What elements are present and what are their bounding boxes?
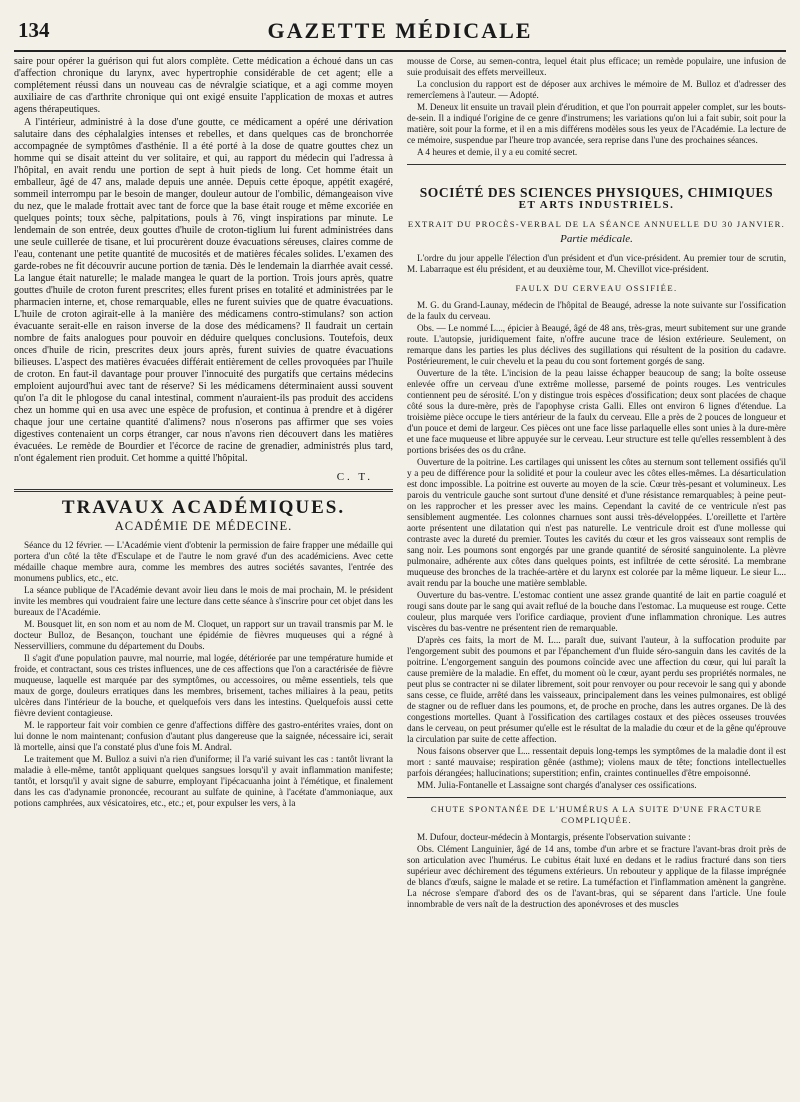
report-paragraph: M. Deneux lit ensuite un travail plein d'érudition, et que l'on pourrait appeler complet, sur les bouts-de-sein. Il a indiqué l'origine de ce genre d'instrumens; les variations qu'on lui a fait subir, soit pour la matière, soit pour la forme, et il en a mis différens modèles sous les yeux de l'Académie. La lecture de ce mémoire, suspendue par l'heure trop avancée, sera reprise dans l'une des prochaines séances. — [407, 102, 786, 145]
report-paragraph: mousse de Corse, au semen-contra, lequel était plus efficace; un remède populaire, une infusion de suie produisait des effets merveilleux. — [407, 56, 786, 77]
columns — [14, 56, 786, 1096]
part-heading: Partie médicale. — [560, 233, 633, 245]
left-column — [14, 56, 393, 1096]
journal-title: GAZETTE MÉDICALE — [267, 18, 533, 43]
section-divider — [407, 164, 786, 165]
article-paragraph: saire pour opérer la guérison qui fut alors complète. Cette médication a échoué dans un cas d'affection chronique du larynx, avec hypertrophie considérable de cet agent; elle a complétement réussi dans un nouveau cas de névralgie sciatique, et a agi comme moyen auxiliaire de cas d'arthrite chronique qui ont exigé ensuite l'application de moxas et autres agens thérapeutiques. — [14, 56, 393, 115]
society-subtitle: ET ARTS INDUSTRIELS. — [518, 199, 675, 211]
report-paragraph: La séance publique de l'Académie devant avoir lieu dans le mois de mai prochain, M. le président invite les membres qui voudraient faire une lecture dans cette séance à s'inscrire pour cet objet dans les bureaux de l'Académie. — [14, 585, 393, 617]
society-title: SOCIÉTÉ DES SCIENCES PHYSIQUES, CHIMIQUES — [419, 185, 774, 200]
report-paragraph: M. Bousquet lit, en son nom et au nom de M. Cloquet, un rapport sur un travail transmis par M. le docteur Bulloz, de Besançon, touchant une épidémie de fièvres muqueuses qui a régné à Nesservilliers, commune du département du Doubs. — [14, 619, 393, 651]
section-title: TRAVAUX ACADÉMIQUES. — [61, 497, 346, 518]
extract-heading: EXTRAIT DU PROCÈS-VERBAL DE LA SÉANCE ANNUELLE DU 30 JANVIER. — [407, 219, 786, 229]
section-divider — [14, 489, 393, 492]
case-paragraph: Obs. Clément Languinier, âgé de 14 ans, tombe d'un arbre et se fracture l'avant-bras droit près de son articulation avec l'humérus. Le cubitus était luxé en dedans et le radius fracturé dans son tiers supérieur avec déchirement des tégumens extérieurs. Un rebouteur y applique de la filasse imprégnée de blancs d'œufs, saigne le malade et se retire. La tuméfaction et l'inflammation amènent la gangrène. La nécrose s'empare d'abord des os de l'avant-bras, qui se séparent dans l'article. Une foule innombrable de vers naît de la destruction des aponévroses et des muscles — [407, 844, 786, 909]
election-paragraph: L'ordre du jour appelle l'élection d'un président et d'un vice-président. Au premier tour de scrutin, M. Labarraque est élu président, et au deuxième tour, M. Chevillot vice-président. — [407, 253, 786, 274]
section-divider — [407, 797, 786, 798]
case-heading: CHUTE SPONTANÉE DE L'HUMÉRUS A LA SUITE D'UNE FRACTURE COMPLIQUÉE. — [430, 804, 763, 825]
case-heading: FAULX DU CERVEAU OSSIFIÉE. — [515, 283, 678, 293]
case-paragraph: M. G. du Grand-Launay, médecin de l'hôpital de Beaugé, adresse la note suivante sur l'ossification de la faulx du cerveau. — [407, 300, 786, 321]
academy-report — [14, 540, 393, 809]
case-paragraph: Ouverture de la poitrine. Les cartilages qui unissent les côtes au sternum sont tellement ossifiés qu'il y a peu de différence pour la solidité et pour la couleur avec les côtes elles-mêmes. La désarticulation est donc impossible. La poitrine est ouverte au moyen de la scie. Cœur très-pesant et volumineux. Les parois du ventricule gauche sont surtout d'une densité et d'une résistance remarquables; à peine peut-on les rapprocher et les presser avec les mains. Cependant la cavité de ce ventricule n'est pas sensiblement augmentée. Les colonnes charnues sont aussi très-développées. L'oreillette et l'artère aorte présentent une dilatation qui n'est pas naturelle. Le ventricule droit est d'une mollesse qui contraste avec la dureté du premier. Toutes les cavités du cœur et les gros vaisseaux sont remplis de sang noir. Les poumons sont engorgés par une grande quantité de sérosité sanguinolente. La plèvre pulmonaire, adhérente aux côtes dans quelques points, est infiltrée de cette sérosité. La membrane muqueuse des bronches de la trachée-artère et du larynx est colorée par la même liqueur. Le sieur L... avait rendu par la bouche une matière semblable. — [407, 457, 786, 588]
signature: C. T. — [336, 471, 373, 483]
report-paragraph: A 4 heures et demie, il y a eu comité secret. — [417, 147, 578, 157]
page-number: 134 — [18, 18, 50, 42]
case-paragraph: Obs. — Le nommé L..., épicier à Beaugé, âgé de 48 ans, très-gras, meurt subitement sur une grande route. L'autopsie, juridiquement faite, n'offre aucune trace de lésion extérieure. Seulement, on remarque dans les parties les plus déclives des sugillations qui résultent de la position du cadavre. Postérieurement, le cuir chevelu et la peau du cou sont fortement gorgés de sang. — [407, 323, 786, 366]
article-paragraph: A l'intérieur, administré à la dose d'une goutte, ce médicament a opéré une dérivation salutaire dans des céphalalgies intenses et rebelles, et dans quelques cas de bronchorrée accompagnée de symptômes d'asthénie. Il a été porté à la dose de quatre gouttes chez un homme qui se disait atteint du ver solitaire, et qui, au rapport du médecin qui l'adressa à l'hôpital, en avait rendu une portion de sept à huit pieds de long. Cet homme était un emballeur, âgé de 47 ans, malade depuis une année. Depuis cette époque, appétit exagéré, sommeil interrompu par le besoin de manger, douleur autour de l'ombilic, démangeaison vive du nez, que le malade frottait avec tant de force que la base était rouge et même excoriée en quelques points; toux sèche, palpitations, pouls à 76, vingt inspirations par minute. Le lendemain de son entrée, deux gouttes d'huile de croton-tiglium lui furent administrées dans une seule cuillerée de tisane, et lui procurèrent douze évacuations séreuses, claires comme de l'eau, contenant une petite quantité de mucosités et de matières fécales solides. L'examen des garde-robes ne fit découvrir aucune portion de tænia. Dès le lendemain la diarrhée avait cessé. La langue était naturelle; le malade mangea le quart de la portion. Trois jours après, quatre gouttes d'huile de croton furent prescrites; elles furent prises en totalité et administrées par le pharmacien interne, et, chose remarquable, elles ne furent suivies que de quatre évacuations. L'huile de croton agirait-elle à la manière des médicamens contro-stimulans? son action évacuante serait-elle en raison inverse de la dose des médicamens? Il faudrait un certain nombre de faits analogues pour pouvoir en déduire quelques conclusions. Toutefois, deux onces d'huile de ricin, prescrites deux jours après, furent suivies de quatre évacuations bilieuses. L'aspect des matières évacuées différait entièrement de celles provoquées par l'huile de croton. En faut-il davantage pour prouver l'innocuité des purgatifs que certains médecins emploient aujourd'hui avec tant de réserve? Si les médicamens déterminaient aussi souvent qu'on l'a dit le phlogose du canal intestinal, comment n'auraient-ils pas produit des accidens chez un homme qui en usa avec une espèce de profusion, et continua à prendre et à digérer chaque jour une certaine quantité d'alimens? nous n'oserons pas affirmer que ses voies digestives contenaient un corps étranger, car nous n'avons rien découvert dans les matières évacuées. Le remède de Bourdier et l'écorce de racine de grenadier, administrés plus tard, n'ont également rien produit. Cet homme a quitté l'hôpital. — [14, 117, 393, 464]
report-paragraph: Séance du 12 février. — L'Académie vient d'obtenir la permission de faire frapper une médaille qui portera d'un côté la tête d'Esculape et de l'autre le nom gravé d'un des académiciens. Avec cette médaille chaque membre aura, comme les membres des autres sociétés savantes, l'entrée des monumens publics, etc., etc. — [14, 540, 393, 583]
page-header — [14, 10, 786, 52]
right-column — [407, 56, 786, 1096]
academy-title: ACADÉMIE DE MÉDECINE. — [114, 519, 293, 533]
case-paragraph: Ouverture du bas-ventre. L'estomac contient une assez grande quantité de lait en partie coagulé et rougi sans doute par le sang qui avait reflué de la bouche dans l'estomac. La muqueuse est rouge. Cette couleur, plus marquée vers l'orifice cardiaque, provient d'une inflammation chronique. Les autres viscères du bas-ventre ne présentent rien de remarquable. — [407, 590, 786, 633]
report-paragraph: M. le rapporteur fait voir combien ce genre d'affections diffère des gastro-entérites vraies, dont on lui donne le nom maintenant; confusion d'autant plus dangereuse que la saignée, nécessaire ici, serait là mortelle, ainsi que l'a constaté plus d'une fois M. Andral. — [14, 720, 393, 752]
case-paragraph: MM. Julia-Fontanelle et Lassaigne sont chargés d'analyser ces ossifications. — [417, 780, 697, 790]
case-paragraph: D'après ces faits, la mort de M. L... paraît due, suivant l'auteur, à la suffocation produite par l'engorgement subit des poumons et par l'épanchement d'un fluide séro-sanguin dans les cavités de la poitrine. L'engorgement sanguin des poumons coïncide avec une affection du cœur, qui lui paraît la cause première de la maladie. En effet, du moment où le cœur, ayant perdu ses propriétés normales, ne peut plus se contracter ni se dilater librement, soit pour renvoyer ou pour recevoir le sang qui y abonde sans cesse, ce fluide, arrêté dans les vaisseaux, principalement dans les veines pulmonaires, est obligé de stagner ou de refluer dans les poumons, et, de proche en proche, dans les autres organes. De là des congestions mortelles. Quant à l'ossification des cartilages costaux et des pièces osseuses trouvées dans le cerveau, on peut présumer qu'elle est le résultat de la maladie du cœur et de la gêne qu'éprouve la circulation par suite de cette affection. — [407, 635, 786, 744]
case-paragraph: M. Dufour, docteur-médecin à Montargis, présente l'observation suivante : — [417, 832, 691, 842]
case-paragraph: Ouverture de la tête. L'incision de la peau laisse échapper beaucoup de sang; la boîte osseuse enlevée offre un cerveau d'une extrême mollesse, parsemé de points rouges. Les ventricules contiennent peu de sérosité. L'on y distingue trois espèces d'ossification; deux sont placées de chaque côté sous la dure-mère, près de l'apophyse crista Galli. Elles ont environ 6 lignes d'étendue. La troisième pièce occupe le tiers antérieur de la faulx du cerveau. Elle a près de 2 pouces de longueur et d'un pouce et demi de largeur. Ces pièces ont une face lisse parlaquelle elles sont unies à la dure-mère et une face muqueuse et libre appuyée sur le cerveau. Leur structure est telle qu'elles ressemblent à des portions brisées des os du crâne. — [407, 368, 786, 455]
report-paragraph: Le traitement que M. Bulloz a suivi n'a rien d'uniforme; il l'a varié suivant les cas : tantôt livrant la maladie à elle-même, tantôt appliquant quelques sangsues lorsqu'il y avait inflammation manifeste; tantôt, et lorsqu'il y avait signe de saburre, employant l'ipécacuanha joint à l'émétique, et finalement dans les cas d'adynamie prononcée, recourant au sulfate de quinine, à l'acétate d'ammoniaque, aux potions camphrées, aux vésicatoires, etc., etc.; et, pour expulser les vers, à la — [14, 754, 393, 808]
report-paragraph: La conclusion du rapport est de déposer aux archives le mémoire de M. Bulloz et d'adresser des remercîemens à l'auteur. — Adopté. — [407, 79, 786, 100]
case-paragraph: Nous faisons observer que L... ressentait depuis long-temps les symptômes de la maladie dont il est mort : santé mauvaise; respiration gênée (asthme); violens maux de tête; fonctions intellectuelles parfois dérangées; hallucinations; superstition; enfin, craintes continuelles d'être empoisonné. — [407, 746, 786, 778]
report-paragraph: Il s'agit d'une population pauvre, mal nourrie, mal logée, détériorée par une température humide et froide, et contractant, sous ces tristes influences, une de ces affections que l'on a caractérisée de fièvre muqueuse, laquelle est marquée par des symptômes, ou accessoires, ou même essentiels, tels que maux de gorge, douleurs erratiques dans les membres, brisement, taches miliaires à la peau, petits ulcères dans l'intérieur de la bouche, et quelquefois vers dans les intestins. Quelquefois aussi cette fièvre devient contagieuse. — [14, 653, 393, 718]
